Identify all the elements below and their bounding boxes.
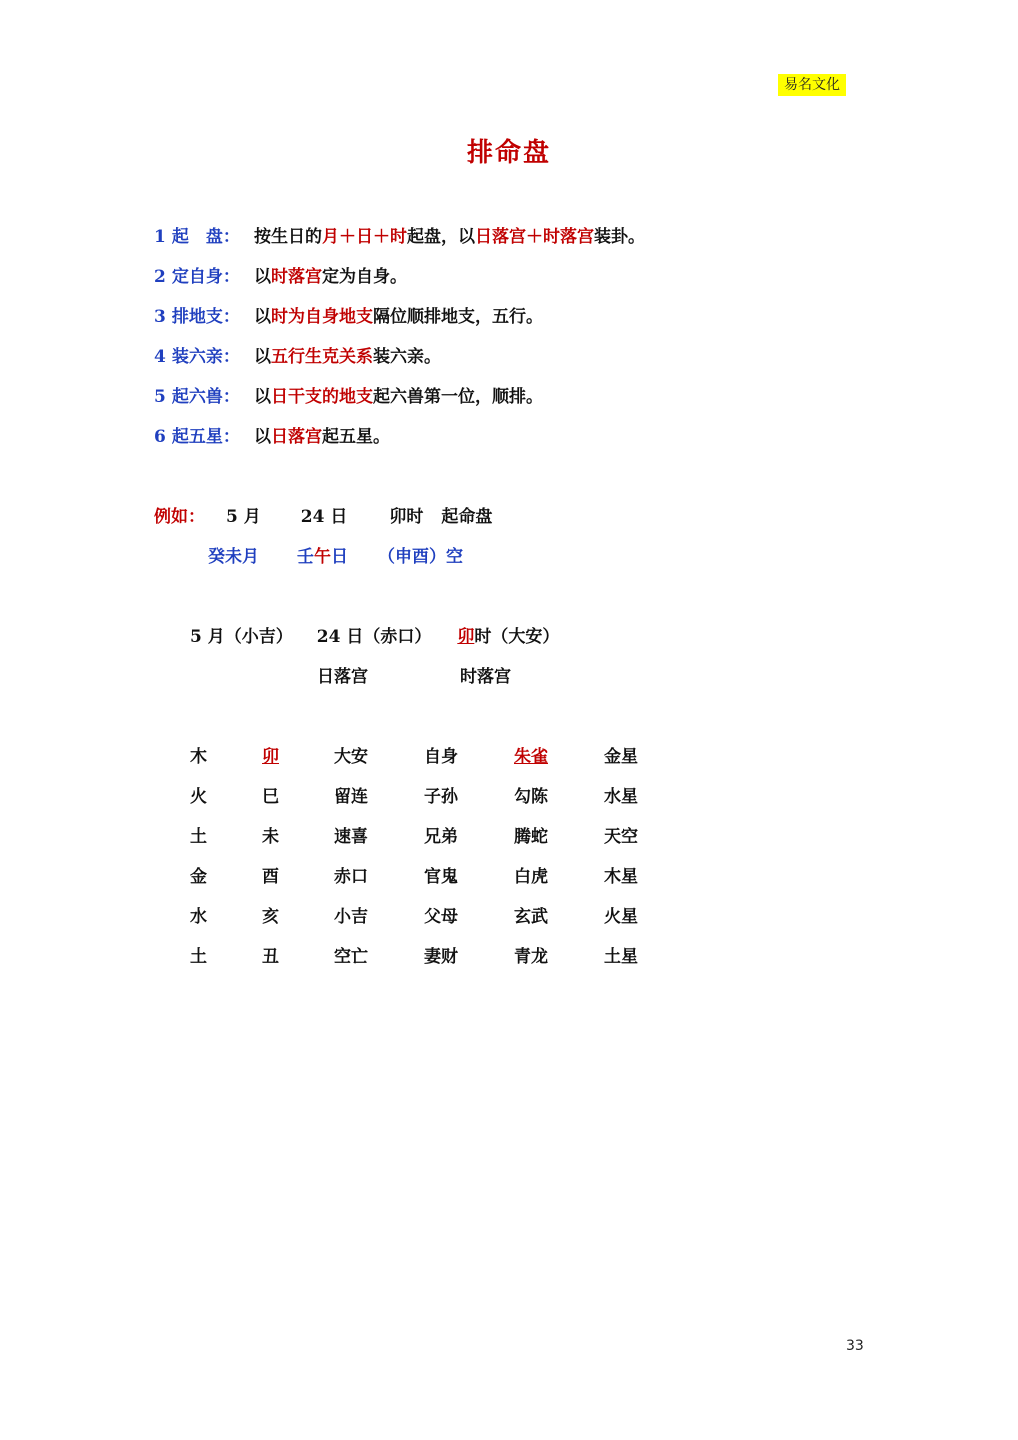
kong-wang: （申酉）空 <box>378 547 463 567</box>
example-ganzhi-row <box>154 546 492 586</box>
element-cell: 土 <box>190 947 207 967</box>
page-title: 排命盘 <box>466 138 551 168</box>
position-hour-branch: 卯 <box>457 627 475 647</box>
step-label-text: 起 盘： <box>171 227 240 247</box>
ganzhi-day-stem: 壬 <box>297 547 314 567</box>
position-cell: 空亡 <box>334 947 368 967</box>
element-cell: 土 <box>190 827 207 847</box>
step-number: 6 <box>154 427 166 447</box>
header-tag: 易名文化 <box>778 74 846 96</box>
step-keyword: 日落宫 <box>271 427 322 447</box>
step-text: 以 <box>254 267 271 287</box>
step-text: 以 <box>254 387 271 407</box>
step-keyword: 时落宫 <box>271 267 322 287</box>
step-number: 5 <box>154 387 166 407</box>
positions-row <box>190 626 559 666</box>
ganzhi-month: 癸未月 <box>208 547 259 567</box>
position-cell: 速喜 <box>334 827 368 847</box>
relation-cell: 官鬼 <box>424 867 458 887</box>
relation-cell: 妻财 <box>424 947 458 967</box>
star-cell: 火星 <box>604 907 638 927</box>
ganzhi-day-suffix: 日 <box>331 547 348 567</box>
step-number: 3 <box>154 307 166 327</box>
element-cell: 木 <box>190 747 207 767</box>
step-text: 装六亲。 <box>373 347 441 367</box>
element-cell: 火 <box>190 787 207 807</box>
step-label <box>154 386 254 408</box>
step-number: 4 <box>154 347 166 367</box>
step-text: 起六兽第一位，顺排。 <box>373 387 543 407</box>
step-label <box>154 226 254 248</box>
step-label <box>154 346 254 368</box>
step-text: 装卦。 <box>594 227 645 247</box>
page-number: 33 <box>846 1338 864 1354</box>
branch-cell: 未 <box>262 827 279 847</box>
star-cell: 金星 <box>604 747 638 767</box>
step-keyword: 日干支的地支 <box>271 387 373 407</box>
star-cell: 天空 <box>604 827 638 847</box>
position-cell: 大安 <box>334 747 368 767</box>
step-keyword: 日落宫＋时落宫 <box>475 227 594 247</box>
step-text: 按生日的 <box>254 227 322 247</box>
star-cell: 木星 <box>604 867 638 887</box>
step-label-text: 起六兽： <box>171 387 240 407</box>
step-item <box>154 226 645 266</box>
step-item <box>154 346 645 386</box>
example-day: 24 日 <box>300 507 348 527</box>
position-cell: 小吉 <box>334 907 368 927</box>
step-label-text: 装六亲： <box>171 347 240 367</box>
beast-cell: 朱雀 <box>514 747 548 767</box>
element-cell: 金 <box>190 867 207 887</box>
branch-cell: 巳 <box>262 787 279 807</box>
step-text: 定为自身。 <box>322 267 407 287</box>
step-item <box>154 426 645 466</box>
steps-list <box>154 226 645 466</box>
star-cell: 土星 <box>604 947 638 967</box>
hour-palace-label: 时落宫 <box>460 667 511 687</box>
position-cell: 赤口 <box>334 867 368 887</box>
palace-positions <box>190 626 559 706</box>
palace-labels-row <box>190 666 559 706</box>
step-text: 以 <box>254 427 271 447</box>
example-label: 例如： <box>154 507 205 527</box>
step-item <box>154 266 645 306</box>
step-text: 起盘，以 <box>407 227 475 247</box>
relation-cell: 自身 <box>424 747 458 767</box>
step-label-text: 排地支： <box>171 307 240 327</box>
step-text: 起五星。 <box>322 427 390 447</box>
step-item <box>154 386 645 426</box>
position-cell: 留连 <box>334 787 368 807</box>
day-palace-label: 日落宫 <box>317 667 368 687</box>
example-date-row <box>154 506 492 546</box>
beast-cell: 玄武 <box>514 907 548 927</box>
position-day: 24 日（赤口） <box>316 627 432 647</box>
beast-cell: 腾蛇 <box>514 827 548 847</box>
star-cell: 水星 <box>604 787 638 807</box>
step-keyword: 月＋日＋时 <box>322 227 407 247</box>
branch-cell: 亥 <box>262 907 279 927</box>
step-text: 隔位顺排地支，五行。 <box>373 307 543 327</box>
step-label <box>154 266 254 288</box>
step-label <box>154 426 254 448</box>
beast-cell: 青龙 <box>514 947 548 967</box>
branch-cell: 卯 <box>262 747 279 767</box>
relation-cell: 兄弟 <box>424 827 458 847</box>
element-cell: 水 <box>190 907 207 927</box>
position-month: 5 月（小吉） <box>190 627 293 647</box>
example-month: 5 月 <box>226 507 261 527</box>
branch-cell: 丑 <box>262 947 279 967</box>
step-keyword: 时为自身地支 <box>271 307 373 327</box>
branch-cell: 酉 <box>262 867 279 887</box>
position-hour: 时（大安） <box>474 627 560 647</box>
step-item <box>154 306 645 346</box>
step-number: 2 <box>154 267 166 287</box>
relation-cell: 父母 <box>424 907 458 927</box>
step-label <box>154 306 254 328</box>
example-hour: 卯时 <box>389 507 424 527</box>
step-label-text: 起五星： <box>171 427 240 447</box>
step-text: 以 <box>254 347 271 367</box>
step-number: 1 <box>154 227 166 247</box>
ganzhi-day-branch: 午 <box>314 547 331 567</box>
relation-cell: 子孙 <box>424 787 458 807</box>
step-keyword: 五行生克关系 <box>271 347 373 367</box>
beast-cell: 勾陈 <box>514 787 548 807</box>
step-text: 以 <box>254 307 271 327</box>
beast-cell: 白虎 <box>514 867 548 887</box>
step-label-text: 定自身： <box>171 267 240 287</box>
example-block <box>154 506 492 586</box>
example-action: 起命盘 <box>441 507 493 527</box>
